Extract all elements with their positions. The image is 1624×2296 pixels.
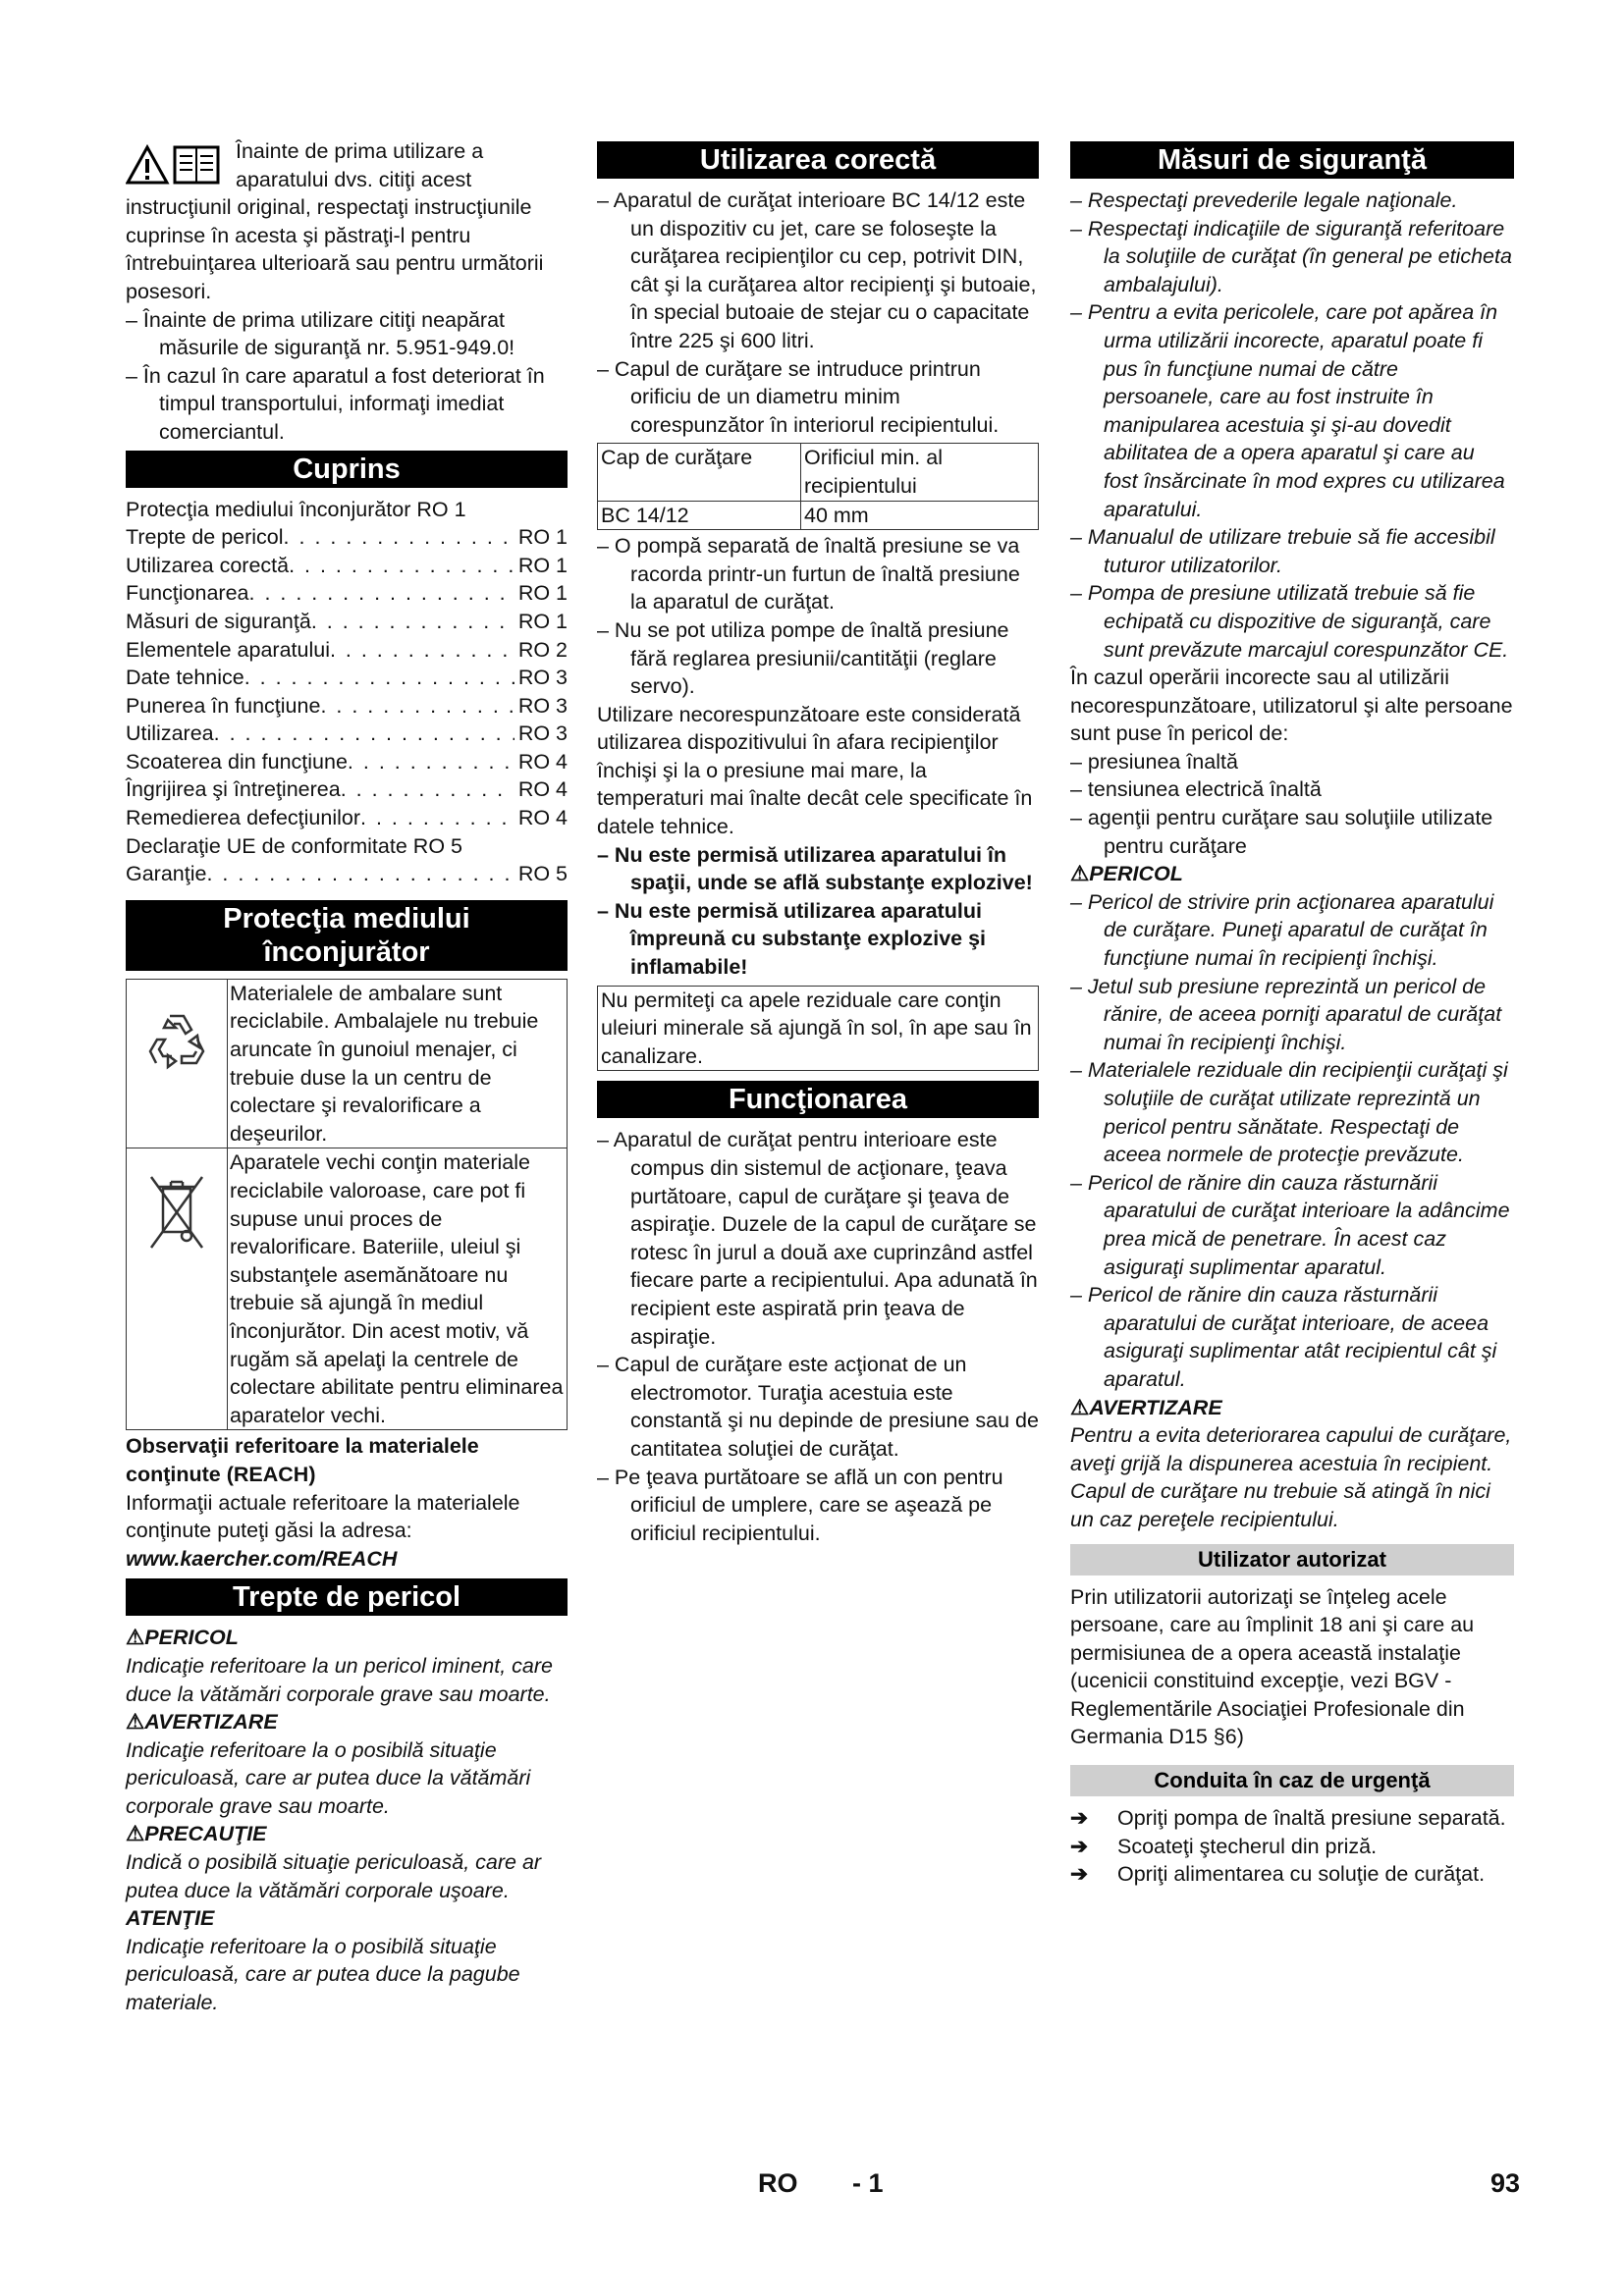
- section-heading-emergency: Conduita în caz de urgenţă: [1070, 1765, 1514, 1796]
- hazard-item: – presiunea înaltă: [1070, 749, 1238, 774]
- section-heading-authorized-user: Utilizator autorizat: [1070, 1544, 1514, 1575]
- toc-title: Garanţie: [126, 862, 207, 886]
- improper-use-text: Utilizare necorespunzătoare este considerată utilizarea dispozitivului în afara recipienţilor închişi şi la o presiune mai mare, la temperaturi mai înalte decât cele specificate în datele tehnice.: [597, 702, 1033, 839]
- arrow-right-icon: ➔: [1070, 1806, 1089, 1831]
- column-left: [126, 137, 568, 2017]
- function-item-1: – Aparatul de curăţat pentru interioare este compus din sistemul de acţionare, ţeava purtătoare, capul de curăţare şi ţeava de aspiraţie. Duzele de la capul de curăţare se rotesc în jurul a două axe cuprinzând astfel fiecare parte a recipientului. Apa adunată în recipient este aspirată prin ţeava de aspiraţie.: [597, 1128, 1038, 1349]
- hazard-item: – tensiunea electrică înaltă: [1070, 777, 1322, 802]
- toc-ref: RO 4: [517, 749, 568, 774]
- footer-page-number: 93: [1490, 2168, 1521, 2198]
- reach-heading: Observaţii referitoare la materialele conţinute (REACH): [126, 1434, 479, 1486]
- column-right: [1070, 137, 1514, 1889]
- section-heading-environment: [126, 900, 568, 971]
- emergency-step-text: Scoateţi ştecherul din priză.: [1117, 1834, 1378, 1858]
- emergency-step: [1070, 1833, 1514, 1861]
- toc-title: Declaraţie UE de conformitate: [126, 833, 407, 858]
- danger-level-label: [126, 1708, 568, 1736]
- section-heading-cuprins: Cuprins: [126, 451, 568, 488]
- toc-title: Protecţia mediului înconjurător: [126, 497, 411, 521]
- weee-icon-cell: [127, 1148, 228, 1430]
- toc-dots: [341, 775, 514, 804]
- toc-ref: RO 3: [517, 721, 568, 746]
- toc-ref: RO 3: [517, 693, 568, 718]
- toc-row[interactable]: [126, 860, 568, 888]
- env-title-line-1: Protecţia mediului: [223, 902, 470, 934]
- toc-title: Date tehnice: [126, 666, 244, 690]
- toc-ref: RO 4: [517, 806, 568, 830]
- danger-level-name: PERICOL: [144, 1626, 239, 1650]
- emergency-step: [1070, 1860, 1514, 1889]
- safety-items-list: [1070, 187, 1514, 664]
- function-item-3: – Pe ţeava purtătoare se află un con pentru orificiul de umplere, care se aşează pe orificiul recipientului.: [597, 1465, 1003, 1545]
- danger-items-list: [1070, 888, 1514, 1394]
- environment-table: [126, 979, 568, 1431]
- toc-row[interactable]: [126, 664, 568, 692]
- toc-ref: RO 3: [517, 666, 568, 690]
- cap-table-cell-1: BC 14/12: [598, 501, 801, 530]
- toc-row[interactable]: [126, 523, 568, 552]
- bold-item-1: – Nu este permisă utilizarea aparatului în spaţii, unde se află substanţe explozive!: [597, 842, 1033, 895]
- emergency-step-text: Opriţi pompa de înaltă presiune separată.: [1117, 1806, 1506, 1831]
- use-item-1: – Aparatul de curăţat interioare BC 14/12 este un dispozitiv cu jet, care se foloseşte la curăţarea recipienţilor cu cep, potrivit DIN, cât şi la curăţarea altor recipienţi şi butoaie, în special butoaie de stejar cu o capacitate între 225 şi 600 litri.: [597, 188, 1037, 352]
- table-of-contents: [126, 496, 568, 888]
- toc-ref: RO 1: [517, 525, 568, 550]
- emergency-steps-list: [1070, 1804, 1514, 1889]
- safety-item: – Pentru a evita pericolele, care pot apărea în urma utilizării incorecte, aparatul poate fi pus în funcţiune numai de către persoanele, care au fost instruite în manipularea acestuia şi şi-au dovedit abilitatea de a opera aparatul şi care au fost însărcinate în mod expres cu utilizarea aparatului.: [1070, 300, 1505, 521]
- cap-table-header-1: Cap de curăţare: [598, 444, 801, 501]
- env-packaging-text: Materialele de ambalare sunt reciclabile. Ambalajele nu trebuie aruncate în gunoiul menajer, ci trebuie duse la un centru de colectare şi revalorificare a deşeurilor.: [228, 979, 568, 1148]
- danger-level-text: Indică o posibilă situaţie periculoasă, care ar putea duce la vătămări corporale uşoare.: [126, 1850, 542, 1902]
- toc-title: Remedierea defecţiunilor: [126, 806, 361, 830]
- footer-section-page: - 1: [852, 2168, 884, 2198]
- warning-label: [1070, 1394, 1514, 1422]
- misuse-text: În cazul operării incorecte sau al utilizării necorespunzătoare, utilizatorul şi alte persoane sunt puse în pericol de:: [1070, 666, 1513, 746]
- toc-ref: RO 4: [517, 777, 568, 802]
- toc-row[interactable]: [126, 636, 568, 665]
- warning-label-text: AVERTIZARE: [1089, 1395, 1222, 1419]
- danger-level-text: Indicaţie referitoare la un pericol iminent, care duce la vătămări corporale grave sau moarte.: [126, 1653, 553, 1706]
- toc-title: Îngrijirea şi întreţinerea: [126, 777, 341, 802]
- environment-note-box: Nu permiteţi ca apele reziduale care conţin uleiuri minerale să ajungă în sol, în ape sau în canalizare.: [597, 986, 1039, 1072]
- toc-title: Trepte de pericol: [126, 525, 284, 550]
- toc-title: Scoaterea din funcţiune: [126, 749, 348, 774]
- toc-title: Utilizarea: [126, 721, 214, 746]
- warning-triangle-icon: ⚠: [126, 1626, 145, 1650]
- toc-row[interactable]: [126, 496, 568, 524]
- toc-ref: RO 2: [517, 637, 568, 662]
- toc-dots: [320, 692, 514, 721]
- toc-title: Măsuri de siguranţă: [126, 609, 311, 633]
- cap-table-cell-2: 40 mm: [801, 501, 1039, 530]
- recycle-icon-cell: [127, 979, 228, 1148]
- danger-item: – Pericol de strivire prin acţionarea aparatului de curăţare. Puneţi aparatul de curăţat în funcţiune numai în recipienţi închişi.: [1070, 889, 1494, 971]
- warning-text: Pentru a evita deteriorarea capului de curăţare, aveţi grijă la dispunerea acestuia în recipient. Capul de curăţare nu trebuie să atingă în nici un caz pereţele recipientului.: [1070, 1423, 1512, 1531]
- section-heading-safety: Măsuri de siguranţă: [1070, 141, 1514, 179]
- env-title-line-2: înconjurător: [263, 935, 430, 968]
- section-heading-function: Funcţionarea: [597, 1081, 1039, 1118]
- toc-row[interactable]: [126, 608, 568, 636]
- toc-ref: RO 1: [416, 497, 466, 521]
- toc-title: Funcţionarea: [126, 581, 249, 606]
- toc-row[interactable]: [126, 579, 568, 608]
- reach-url-link[interactable]: www.kaercher.com/REACH: [126, 1546, 398, 1571]
- toc-row[interactable]: [126, 552, 568, 580]
- safety-item: – Pompa de presiune utilizată trebuie să fie echipată cu dispozitive de siguranţă, care sunt prevăzute marcajul corespunzător CE.: [1070, 581, 1509, 662]
- arrow-right-icon: ➔: [1070, 1862, 1089, 1887]
- toc-row[interactable]: [126, 804, 568, 832]
- bold-item-2: – Nu este permisă utilizarea aparatului împreună cu substanţe explozive şi inflamabile!: [597, 898, 987, 980]
- footer-language: RO: [758, 2168, 798, 2198]
- warning-triangle-icon: ⚠: [1070, 862, 1090, 886]
- toc-row[interactable]: [126, 748, 568, 776]
- toc-dots: [330, 636, 514, 665]
- toc-ref: RO 1: [517, 553, 568, 577]
- function-item-2: – Capul de curăţare este acţionat de un electromotor. Turaţia acestuia este constantă şi nu depinde de presiune sau de cantitatea soluţiei de curăţat.: [597, 1353, 1039, 1461]
- cap-table-header-2: Orificiul min. al recipientului: [801, 444, 1039, 501]
- safety-item: – Manualul de utilizare trebuie să fie accesibil tuturor utilizatorilor.: [1070, 525, 1495, 577]
- safety-item: – Respectaţi prevederile legale naţionale.: [1070, 188, 1458, 212]
- toc-ref: RO 5: [412, 833, 462, 858]
- column-middle: [597, 137, 1039, 1547]
- use-item-3: – O pompă separată de înaltă presiune se va racorda printr-un furtun de înaltă presiune la aparatul de curăţat.: [597, 534, 1020, 614]
- danger-level-text: Indicaţie referitoare la o posibilă situaţie periculoasă, care ar putea duce la pagube materiale.: [126, 1934, 520, 2015]
- danger-level-label: [126, 1904, 568, 1933]
- toc-row[interactable]: [126, 775, 568, 804]
- warning-manual-icon: [126, 143, 230, 187]
- intro-text: Înainte de prima utilizare a aparatului dvs. citiţi acest instrucţiunil original, respectaţi instrucţiunile cuprinse în acesta şi păstraţi-l pentru întrebuinţarea ulterioară sau pentru următorii posesori.: [126, 139, 544, 303]
- danger-item: – Jetul sub presiune reprezintă un pericol de rănire, de aceea porniţi aparatul de curăţat numai în recipienţi închişi.: [1070, 974, 1502, 1054]
- hazard-item: – agenţii pentru curăţare sau soluţiile utilizate pentru curăţare: [1070, 806, 1493, 858]
- toc-dots: [244, 664, 514, 692]
- use-item-4: – Nu se pot utiliza pompe de înaltă presiune fără reglarea presiunii/cantităţii (reglare servo).: [597, 617, 1009, 699]
- toc-dots: [289, 552, 514, 580]
- safety-item: – Respectaţi indicaţiile de siguranţă referitoare la soluţiile de curăţat (în general pe eticheta ambalajului).: [1070, 216, 1512, 296]
- toc-ref: RO 5: [517, 862, 568, 886]
- hazards-list: [1070, 748, 1514, 860]
- toc-ref: RO 1: [517, 609, 568, 633]
- cleaning-head-table: [597, 443, 1039, 530]
- env-old-devices-text: Aparatele vechi conţin materiale reciclabile valoroase, care pot fi supuse unui proces de revalorificare. Bateriile, uleiul şi substanţele asemănătoare nu trebuie să ajungă în mediul înconjurător. Din acest motiv, vă rugăm să apelaţi la centrele de colectare abilitate pentru eliminarea aparatelor vechi.: [228, 1148, 568, 1430]
- intro: [126, 137, 568, 447]
- danger-level-label: [126, 1820, 568, 1848]
- toc-dots: [360, 804, 514, 832]
- emergency-step-text: Opriţi alimentarea cu soluţie de curăţat.: [1117, 1862, 1486, 1887]
- danger-level-name: ATENŢIE: [126, 1906, 215, 1931]
- emergency-step: [1070, 1804, 1514, 1833]
- recycle-icon: [142, 1006, 211, 1075]
- warning-triangle-icon: ⚠: [126, 1822, 145, 1846]
- danger-level-text: Indicaţie referitoare la o posibilă situaţie periculoasă, care ar putea duce la vătămări corporale grave sau moarte.: [126, 1737, 531, 1818]
- danger-label: [1070, 860, 1514, 888]
- intro-item-2: – În cazul în care aparatul a fost deteriorat în timpul transportului, informaţi imediat comerciantul.: [126, 363, 545, 444]
- danger-level-name: PRECAUŢIE: [144, 1822, 267, 1846]
- reach-text: Informaţii actuale referitoare la materialele conţinute puteţi găsi la adresa:: [126, 1490, 520, 1543]
- toc-title: Utilizarea corectă: [126, 553, 290, 577]
- danger-level-label: [126, 1624, 568, 1652]
- crossed-bin-icon: [145, 1167, 208, 1265]
- danger-levels-list: [126, 1624, 568, 2016]
- toc-dots: [206, 860, 514, 888]
- toc-row[interactable]: [126, 720, 568, 748]
- danger-item: – Materialele reziduale din recipienţii curăţaţi şi soluţiile de curăţat utilizate reprezintă un pericol pentru sănătate. Respectaţi de aceea normele de protecţie prevăzute.: [1070, 1058, 1508, 1167]
- toc-ref: RO 1: [517, 581, 568, 606]
- toc-row[interactable]: [126, 692, 568, 721]
- authorized-user-text: Prin utilizatorii autorizaţi se înţeleg acele persoane, care au împlinit 18 ani şi care au permisiunea de a opera această instalaţie (ucenicii constituind excepţie, vezi BGV - Reglementările Asociaţiei Profesionale din Germania D15 §6): [1070, 1584, 1475, 1749]
- danger-label-text: PERICOL: [1089, 862, 1183, 886]
- toc-row[interactable]: [126, 832, 568, 861]
- section-heading-danger-levels: Trepte de pericol: [126, 1578, 568, 1616]
- toc-dots: [249, 579, 514, 608]
- toc-title: Elementele aparatului: [126, 637, 330, 662]
- warning-triangle-icon: ⚠: [1070, 1395, 1090, 1419]
- section-heading-proper-use: Utilizarea corectă: [597, 141, 1039, 179]
- toc-dots: [348, 748, 514, 776]
- toc-dots: [214, 720, 514, 748]
- toc-dots: [311, 608, 514, 636]
- arrow-right-icon: ➔: [1070, 1834, 1089, 1858]
- danger-item: – Pericol de rănire din cauza răsturnării aparatului de curăţat interioare la adâncime prea mică de penetrare. În acest caz asiguraţi suplimentar aparatul.: [1070, 1170, 1510, 1279]
- intro-item-1: – Înainte de prima utilizare citiţi neapărat măsurile de siguranţă nr. 5.951-949.0!: [126, 307, 515, 360]
- danger-item: – Pericol de rănire din cauza răsturnării aparatului de curăţat interioare, de aceea asiguraţi suplimentar atât recipientul cât şi aparatul.: [1070, 1283, 1497, 1391]
- use-item-2: – Capul de curăţare se intruduce printrun orificiu de un diametru minim corespunzător în interiorul recipientului.: [597, 356, 1000, 437]
- warning-triangle-icon: ⚠: [126, 1710, 145, 1735]
- toc-title: Punerea în funcţiune: [126, 693, 321, 718]
- toc-dots: [284, 523, 514, 552]
- danger-level-name: AVERTIZARE: [144, 1710, 278, 1735]
